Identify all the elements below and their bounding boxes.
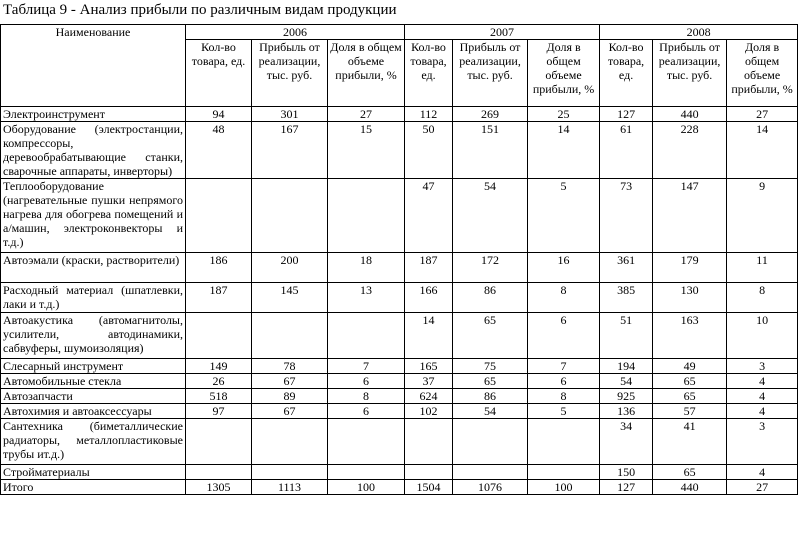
- column-header-share: Доля в общем объеме прибыли, %: [328, 40, 405, 107]
- value-cell: 16: [528, 253, 600, 283]
- value-cell: 518: [186, 389, 252, 404]
- value-cell: 200: [252, 253, 328, 283]
- value-cell: 67: [252, 374, 328, 389]
- table-row: [1, 389, 798, 404]
- table-row: [1, 313, 798, 359]
- value-cell: [252, 419, 328, 465]
- value-cell: 48: [186, 122, 252, 179]
- value-cell: 1305: [186, 480, 252, 495]
- value-cell: 127: [600, 107, 653, 122]
- value-cell: 440: [653, 107, 727, 122]
- product-name-cell: Автохимия и автоаксессуары: [1, 404, 186, 419]
- value-cell: 228: [653, 122, 727, 179]
- column-header-quantity: Кол-во товара, ед.: [600, 40, 653, 107]
- value-cell: 149: [186, 359, 252, 374]
- value-cell: 13: [328, 283, 405, 313]
- table-row: [1, 374, 798, 389]
- product-name-cell: Автозапчасти: [1, 389, 186, 404]
- value-cell: 65: [653, 389, 727, 404]
- value-cell: 47: [405, 179, 453, 253]
- table-row: [1, 283, 798, 313]
- value-cell: 100: [528, 480, 600, 495]
- value-cell: 65: [453, 313, 528, 359]
- value-cell: 11: [727, 253, 798, 283]
- value-cell: [328, 419, 405, 465]
- product-name-cell: Автоэмали (краски, растворители): [1, 253, 186, 283]
- value-cell: 130: [653, 283, 727, 313]
- value-cell: 51: [600, 313, 653, 359]
- value-cell: [186, 313, 252, 359]
- value-cell: [328, 465, 405, 480]
- value-cell: 37: [405, 374, 453, 389]
- value-cell: 61: [600, 122, 653, 179]
- value-cell: 102: [405, 404, 453, 419]
- value-cell: [405, 419, 453, 465]
- table-row: [1, 404, 798, 419]
- value-cell: 54: [453, 404, 528, 419]
- value-cell: [528, 465, 600, 480]
- value-cell: 8: [528, 389, 600, 404]
- table-row: [1, 107, 798, 122]
- year-header-2006: 2006: [186, 25, 405, 40]
- value-cell: 167: [252, 122, 328, 179]
- value-cell: 97: [186, 404, 252, 419]
- value-cell: 166: [405, 283, 453, 313]
- value-cell: 179: [653, 253, 727, 283]
- column-header-name: Наименование: [1, 25, 186, 107]
- value-cell: 136: [600, 404, 653, 419]
- value-cell: 34: [600, 419, 653, 465]
- value-cell: 86: [453, 283, 528, 313]
- value-cell: 127: [600, 480, 653, 495]
- value-cell: [186, 419, 252, 465]
- column-header-share: Доля в общем объеме прибыли, %: [727, 40, 798, 107]
- value-cell: 8: [328, 389, 405, 404]
- table-row: [1, 419, 798, 465]
- value-cell: [328, 313, 405, 359]
- value-cell: 6: [528, 374, 600, 389]
- value-cell: 25: [528, 107, 600, 122]
- value-cell: 6: [328, 374, 405, 389]
- product-name-cell: Расходный материал (шпатлевки, лаки и т.д.): [1, 283, 186, 313]
- total-row: [1, 480, 798, 495]
- column-header-quantity: Кол-во товара, ед.: [405, 40, 453, 107]
- value-cell: 65: [453, 374, 528, 389]
- value-cell: 100: [328, 480, 405, 495]
- column-header-quantity: Кол-во товара, ед.: [186, 40, 252, 107]
- value-cell: 73: [600, 179, 653, 253]
- value-cell: [186, 465, 252, 480]
- value-cell: 7: [328, 359, 405, 374]
- value-cell: 9: [727, 179, 798, 253]
- value-cell: [405, 465, 453, 480]
- value-cell: 301: [252, 107, 328, 122]
- value-cell: 75: [453, 359, 528, 374]
- value-cell: 3: [727, 359, 798, 374]
- year-header-2007: 2007: [405, 25, 600, 40]
- value-cell: 4: [727, 404, 798, 419]
- header-row-years: [1, 25, 798, 40]
- value-cell: 4: [727, 389, 798, 404]
- product-name-cell: Сантехника (биметаллические радиаторы, металлопластиковые трубы ит.д.): [1, 419, 186, 465]
- product-name-cell: Автоакустика (автомагнитолы, усилители, автодинамики, сабвуферы, шумоизоляция): [1, 313, 186, 359]
- value-cell: 5: [528, 404, 600, 419]
- value-cell: 89: [252, 389, 328, 404]
- value-cell: 145: [252, 283, 328, 313]
- product-name-cell: Стройматериалы: [1, 465, 186, 480]
- value-cell: [453, 419, 528, 465]
- value-cell: 27: [727, 480, 798, 495]
- value-cell: 8: [727, 283, 798, 313]
- value-cell: [528, 419, 600, 465]
- value-cell: 1113: [252, 480, 328, 495]
- value-cell: 50: [405, 122, 453, 179]
- table-row: [1, 359, 798, 374]
- value-cell: 361: [600, 253, 653, 283]
- value-cell: 8: [528, 283, 600, 313]
- value-cell: 27: [727, 107, 798, 122]
- value-cell: 54: [600, 374, 653, 389]
- value-cell: 57: [653, 404, 727, 419]
- value-cell: 14: [727, 122, 798, 179]
- product-name-cell: Электроинструмент: [1, 107, 186, 122]
- value-cell: 163: [653, 313, 727, 359]
- value-cell: 269: [453, 107, 528, 122]
- value-cell: 78: [252, 359, 328, 374]
- value-cell: 6: [528, 313, 600, 359]
- value-cell: [252, 313, 328, 359]
- value-cell: 67: [252, 404, 328, 419]
- table-body: [1, 107, 798, 495]
- value-cell: [328, 179, 405, 253]
- value-cell: 49: [653, 359, 727, 374]
- column-header-share: Доля в общем объеме прибыли, %: [528, 40, 600, 107]
- value-cell: 4: [727, 465, 798, 480]
- value-cell: 165: [405, 359, 453, 374]
- value-cell: 65: [653, 374, 727, 389]
- table-row: [1, 122, 798, 179]
- table-row: [1, 465, 798, 480]
- value-cell: 6: [328, 404, 405, 419]
- value-cell: 194: [600, 359, 653, 374]
- value-cell: 10: [727, 313, 798, 359]
- column-header-profit: Прибыль от реализации, тыс. руб.: [453, 40, 528, 107]
- value-cell: 5: [528, 179, 600, 253]
- column-header-profit: Прибыль от реализации, тыс. руб.: [252, 40, 328, 107]
- value-cell: 14: [528, 122, 600, 179]
- table-row: [1, 253, 798, 283]
- value-cell: [186, 179, 252, 253]
- value-cell: 14: [405, 313, 453, 359]
- value-cell: 41: [653, 419, 727, 465]
- value-cell: 4: [727, 374, 798, 389]
- value-cell: 94: [186, 107, 252, 122]
- value-cell: 187: [405, 253, 453, 283]
- value-cell: [252, 465, 328, 480]
- value-cell: 1504: [405, 480, 453, 495]
- value-cell: 27: [328, 107, 405, 122]
- product-name-cell: Оборудование (электростанции, компрессоры, деревообрабатывающие станки, сварочные аппараты, инверторы): [1, 122, 186, 179]
- value-cell: 1076: [453, 480, 528, 495]
- column-header-profit: Прибыль от реализации, тыс. руб.: [653, 40, 727, 107]
- product-name-cell: Слесарный инструмент: [1, 359, 186, 374]
- product-name-cell: Итого: [1, 480, 186, 495]
- year-header-2008: 2008: [600, 25, 798, 40]
- product-name-cell: Теплооборудование (нагревательные пушки непрямого нагрева для обогрева помещений и а/машин, электроконвекторы и т.д.): [1, 179, 186, 253]
- value-cell: 186: [186, 253, 252, 283]
- value-cell: 925: [600, 389, 653, 404]
- product-name-cell: Автомобильные стекла: [1, 374, 186, 389]
- value-cell: 624: [405, 389, 453, 404]
- value-cell: 112: [405, 107, 453, 122]
- table-row: [1, 179, 798, 253]
- value-cell: 86: [453, 389, 528, 404]
- value-cell: 54: [453, 179, 528, 253]
- value-cell: 440: [653, 480, 727, 495]
- value-cell: 187: [186, 283, 252, 313]
- value-cell: 18: [328, 253, 405, 283]
- value-cell: [252, 179, 328, 253]
- value-cell: 147: [653, 179, 727, 253]
- profit-table: [0, 24, 798, 495]
- value-cell: 26: [186, 374, 252, 389]
- value-cell: 385: [600, 283, 653, 313]
- value-cell: 65: [653, 465, 727, 480]
- table-caption: Таблица 9 - Анализ прибыли по различным видам продукции: [3, 2, 397, 18]
- value-cell: 150: [600, 465, 653, 480]
- value-cell: 15: [328, 122, 405, 179]
- value-cell: 7: [528, 359, 600, 374]
- value-cell: 3: [727, 419, 798, 465]
- value-cell: [453, 465, 528, 480]
- value-cell: 151: [453, 122, 528, 179]
- value-cell: 172: [453, 253, 528, 283]
